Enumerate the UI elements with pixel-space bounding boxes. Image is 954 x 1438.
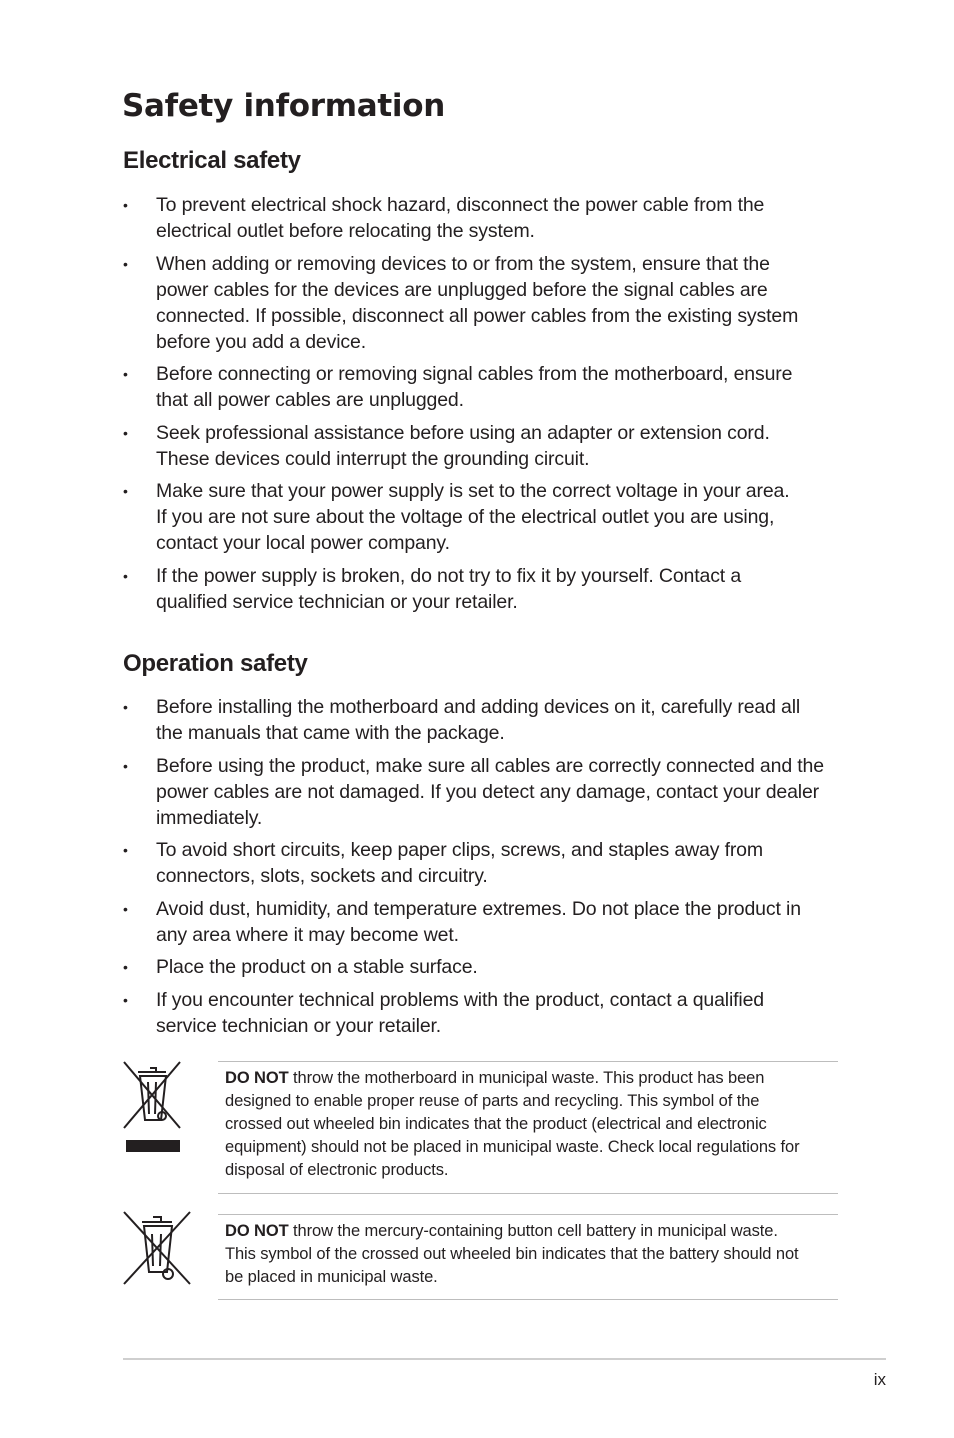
notice-text: This symbol of the crossed out wheeled bin indicates that the battery should not: [225, 1245, 799, 1263]
notice-text: throw the mercury-containing button cell battery in municipal waste.: [288, 1222, 778, 1240]
bullet-icon: •: [123, 757, 128, 774]
list-item: [123, 896, 843, 948]
bullet-icon: •: [123, 483, 128, 499]
list-item: [123, 420, 843, 472]
list-item-text: To avoid short circuits, keep paper clips, screws, and staples away from connectors, slots, sockets and circuitry.: [156, 839, 763, 887]
page-number: ix: [873, 1370, 886, 1389]
list-item: [123, 753, 843, 831]
list-item: [123, 954, 843, 980]
bullet-icon: •: [123, 842, 128, 858]
list-item-text: Avoid dust, humidity, and temperature extremes. Do not place the product in any area where it may become wet.: [156, 897, 801, 946]
notice-text: be placed in municipal waste.: [225, 1268, 438, 1286]
list-item-text: Seek professional assistance before using an adapter or extension cord. These devices could interrupt the grounding circuit.: [156, 421, 770, 470]
bullet-icon: •: [123, 255, 128, 272]
bullet-icon: •: [123, 567, 128, 584]
list-item-text: Before installing the motherboard and adding devices on it, carefully read all the manuals that came with the package.: [156, 696, 801, 744]
notice-text: designed to enable proper reuse of parts and recycling. This symbol of the: [225, 1092, 760, 1110]
electrical-safety-list: [123, 192, 843, 621]
list-item-text: If you encounter technical problems with the product, contact a qualified service technician or your retailer.: [156, 988, 764, 1037]
list-item: [123, 987, 843, 1039]
electrical-safety-heading: Electrical safety: [123, 147, 301, 174]
crossed-out-wheeled-bin-icon: [118, 1058, 188, 1163]
battery-disposal-notice: [218, 1214, 838, 1300]
operation-safety-list: [123, 694, 843, 1045]
notice-text: equipment) should not be placed in municipal waste. Check local regulations for: [225, 1138, 800, 1156]
list-item-text: To prevent electrical shock hazard, disconnect the power cable from the electrical outlet before relocating the system.: [156, 194, 765, 242]
list-item: [123, 361, 843, 413]
bullet-icon: •: [123, 991, 128, 1008]
notice-emphasis: DO NOT: [225, 1069, 289, 1087]
list-item-text: When adding or removing devices to or from the system, ensure that the power cables for the devices are unplugged before the signal cables are connected. If possible, disconnect all power cables from the existing system before you add a device.: [156, 252, 799, 353]
footer-divider: [123, 1358, 886, 1360]
list-item-text: If the power supply is broken, do not try to fix it by yourself. Contact a qualified service technician or your retailer.: [156, 564, 742, 613]
list-item: [123, 251, 843, 355]
list-item-text: Place the product on a stable surface.: [156, 956, 478, 978]
page-title: Safety information: [122, 88, 445, 124]
crossed-out-wheeled-bin-icon: [118, 1208, 194, 1295]
list-item: [123, 192, 843, 244]
bullet-icon: •: [123, 424, 128, 441]
bullet-icon: •: [123, 699, 128, 715]
notice-text: disposal of electronic products.: [225, 1161, 449, 1179]
list-item: [123, 694, 843, 746]
bullet-icon: •: [123, 197, 128, 213]
bullet-icon: •: [123, 900, 128, 917]
bullet-icon: •: [123, 366, 128, 382]
motherboard-disposal-notice: [218, 1061, 838, 1194]
bullet-icon: •: [123, 959, 128, 975]
list-item: [123, 837, 843, 889]
notice-emphasis: DO NOT: [225, 1222, 289, 1240]
operation-safety-heading: Operation safety: [123, 650, 308, 677]
notice-text: crossed out wheeled bin indicates that the product (electrical and electronic: [225, 1115, 767, 1133]
list-item-text: Make sure that your power supply is set to the correct voltage in your area. If you are not sure about the voltage of the electrical outlet you are using, contact your local power company.: [156, 480, 790, 554]
notice-text: throw the motherboard in municipal waste. This product has been: [288, 1069, 765, 1087]
list-item: [123, 478, 843, 556]
list-item-text: Before connecting or removing signal cables from the motherboard, ensure that all power cables are unplugged.: [156, 363, 793, 411]
list-item: [123, 563, 843, 615]
list-item-text: Before using the product, make sure all cables are correctly connected and the power cables are not damaged. If you detect any damage, contact your dealer immediately.: [156, 754, 824, 829]
